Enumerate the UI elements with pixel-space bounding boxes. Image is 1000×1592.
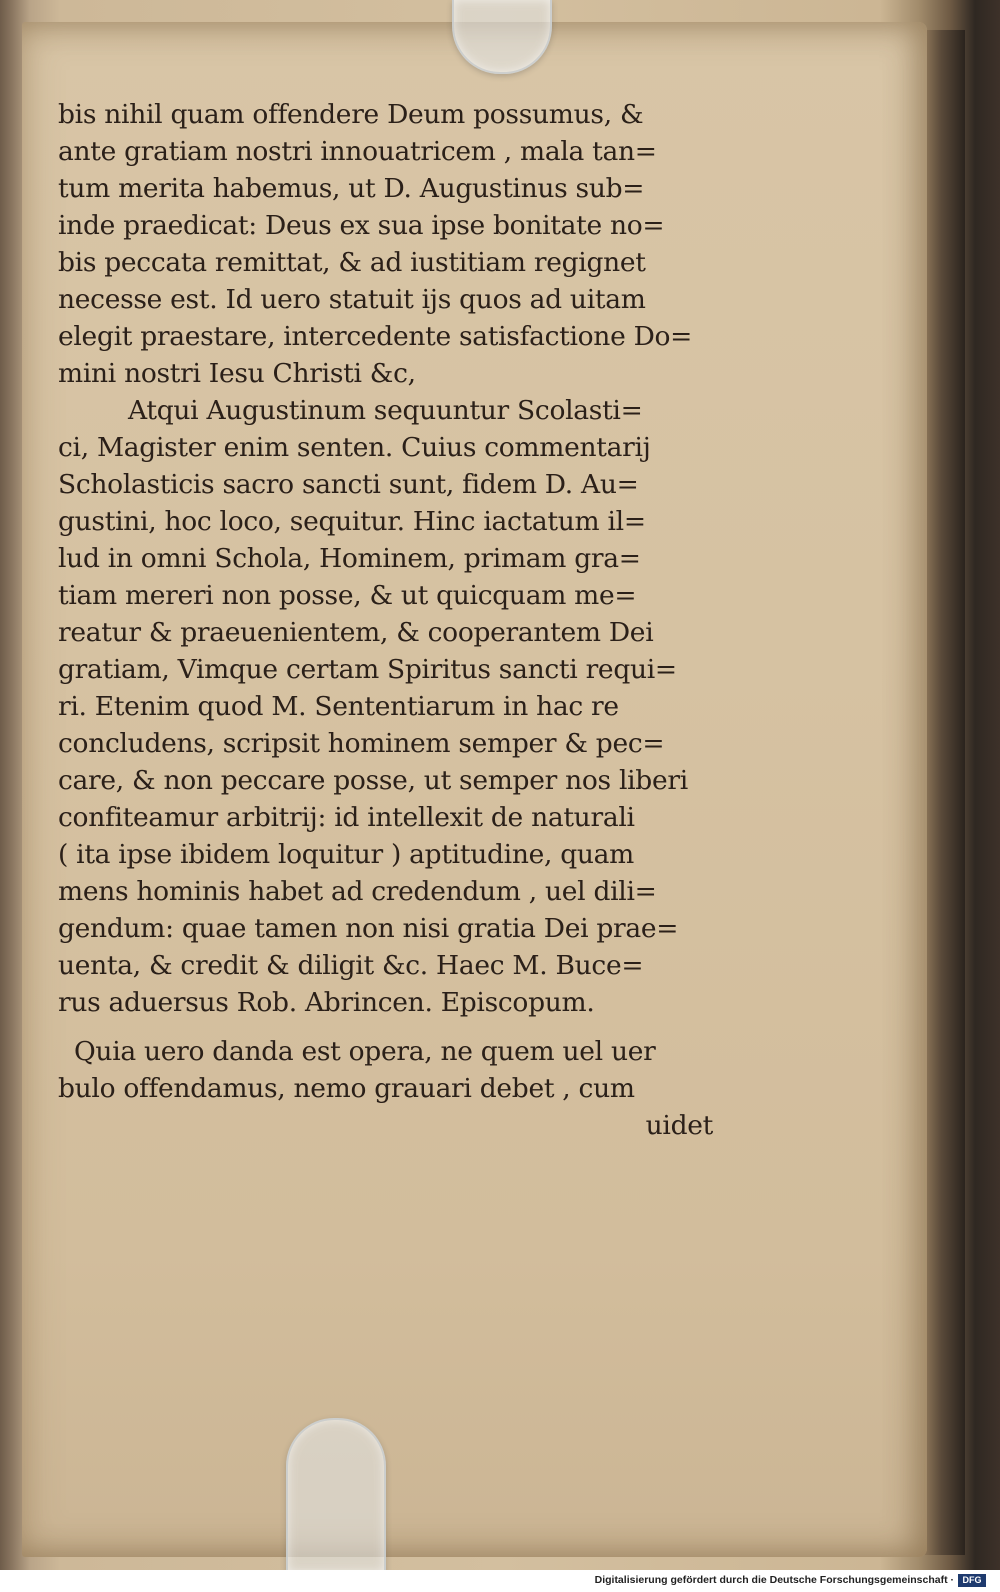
text-line: uenta, & credit & diligit &c. Haec M. Buce= xyxy=(58,950,644,981)
text-line: tum merita habemus, ut D. Augustinus sub= xyxy=(58,173,645,204)
text-line: ante gratiam nostri innouatricem , mala tan= xyxy=(58,136,657,167)
text-line: rus aduersus Rob. Abrincen. Episcopum. xyxy=(58,987,595,1018)
text-line: gustini, hoc loco, sequitur. Hinc iactatum il= xyxy=(58,506,646,537)
text-line: necesse est. Id uero statuit ijs quos ad uitam xyxy=(58,284,646,315)
text-line: Scholasticis sacro sancti sunt, fidem D. Au= xyxy=(58,469,639,500)
text-line: confiteamur arbitrij: id intellexit de naturali xyxy=(58,802,635,833)
text-line: gendum: quae tamen non nisi gratia Dei prae= xyxy=(58,913,679,944)
text-line: ci, Magister enim senten. Cuius commentarij xyxy=(58,432,651,463)
text-line: lud in omni Schola, Hominem, primam gra= xyxy=(58,543,641,574)
text-line: tiam mereri non posse, & ut quicquam me= xyxy=(58,580,637,611)
text-line: elegit praestare, intercedente satisfactione Do= xyxy=(58,321,693,352)
bottom-page-clip xyxy=(286,1418,386,1572)
text-line: bis nihil quam offendere Deum possumus, & xyxy=(58,99,644,130)
text-line: ri. Etenim quod M. Sententiarum in hac re xyxy=(58,691,619,722)
text-line: uidet xyxy=(645,1110,713,1141)
text-line: ( ita ipse ibidem loquitur ) aptitudine, quam xyxy=(58,839,634,870)
text-line: mini nostri Iesu Christi &c, xyxy=(58,358,416,389)
text-line: Quia uero danda est opera, ne quem uel uer xyxy=(74,1036,656,1067)
text-line: inde praedicat: Deus ex sua ipse bonitate no= xyxy=(58,210,665,241)
text-line: bulo offendamus, nemo grauari debet , cum xyxy=(58,1073,635,1104)
text-line: gratiam, Vimque certam Spiritus sancti requi= xyxy=(58,654,677,685)
funding-credit: Digitalisierung gefördert durch die Deutsche Forschungsgemeinschaft · xyxy=(594,1574,954,1586)
text-line: reatur & praeuenientem, & cooperantem Dei xyxy=(58,617,654,648)
footer-bar xyxy=(0,1570,1000,1592)
dfg-logo: DFG xyxy=(958,1574,986,1587)
text-line: bis peccata remittat, & ad iustitiam regignet xyxy=(58,247,646,278)
page-text xyxy=(58,96,713,1144)
text-line: concludens, scripsit hominem semper & pec= xyxy=(58,728,665,759)
text-line: Atqui Augustinum sequuntur Scolasti= xyxy=(128,395,643,426)
text-line: mens hominis habet ad credendum , uel dili= xyxy=(58,876,657,907)
text-line: care, & non peccare posse, ut semper nos liberi xyxy=(58,765,688,796)
book-edge xyxy=(925,30,965,1555)
